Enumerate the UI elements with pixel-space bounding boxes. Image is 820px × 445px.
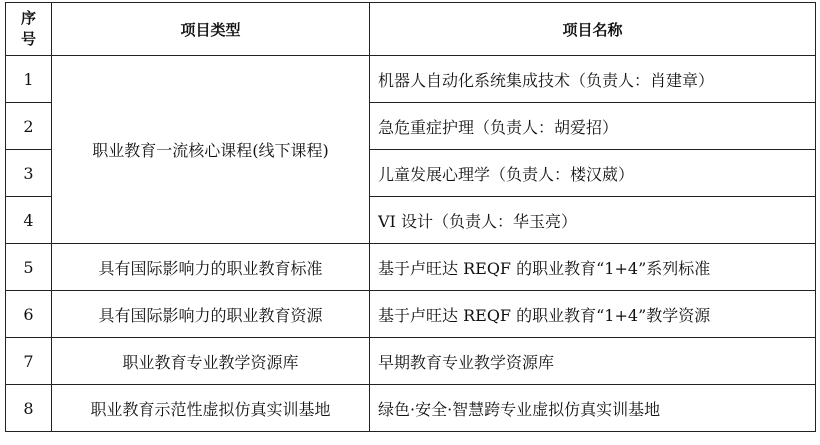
row-name: 绿色·安全·智慧跨专业虚拟仿真实训基地 <box>370 385 816 432</box>
row-name: VI 设计（负责人：华玉亮） <box>370 197 816 244</box>
table-row <box>6 338 816 385</box>
table-row <box>6 56 816 103</box>
project-table <box>5 2 816 432</box>
row-index: 4 <box>6 197 52 244</box>
row-name: 基于卢旺达 REQF 的职业教育“1+4”教学资源 <box>370 291 816 338</box>
row-index: 2 <box>6 103 52 150</box>
header-index-line2: 号 <box>20 30 36 48</box>
row-type: 职业教育专业教学资源库 <box>52 338 370 385</box>
header-index-line1: 序 <box>20 9 36 27</box>
row-index: 1 <box>6 56 52 103</box>
row-name: 基于卢旺达 REQF 的职业教育“1+4”系列标准 <box>370 244 816 291</box>
row-index: 3 <box>6 150 52 197</box>
row-type: 具有国际影响力的职业教育资源 <box>52 291 370 338</box>
row-index: 5 <box>6 244 52 291</box>
header-type: 项目类型 <box>52 3 370 56</box>
row-type: 职业教育一流核心课程(线下课程) <box>52 56 370 244</box>
row-name: 急危重症护理（负责人：胡爱招） <box>370 103 816 150</box>
project-table-container <box>5 2 816 432</box>
row-type: 具有国际影响力的职业教育标准 <box>52 244 370 291</box>
table-row <box>6 244 816 291</box>
row-name: 儿童发展心理学（负责人：楼汉葳） <box>370 150 816 197</box>
row-index: 6 <box>6 291 52 338</box>
row-type: 职业教育示范性虚拟仿真实训基地 <box>52 385 370 432</box>
header-index <box>6 3 52 56</box>
row-name: 早期教育专业教学资源库 <box>370 338 816 385</box>
header-name: 项目名称 <box>370 3 816 56</box>
table-row <box>6 385 816 432</box>
table-row <box>6 291 816 338</box>
table-header-row <box>6 3 816 56</box>
row-name: 机器人自动化系统集成技术（负责人：肖建章） <box>370 56 816 103</box>
row-index: 8 <box>6 385 52 432</box>
row-index: 7 <box>6 338 52 385</box>
